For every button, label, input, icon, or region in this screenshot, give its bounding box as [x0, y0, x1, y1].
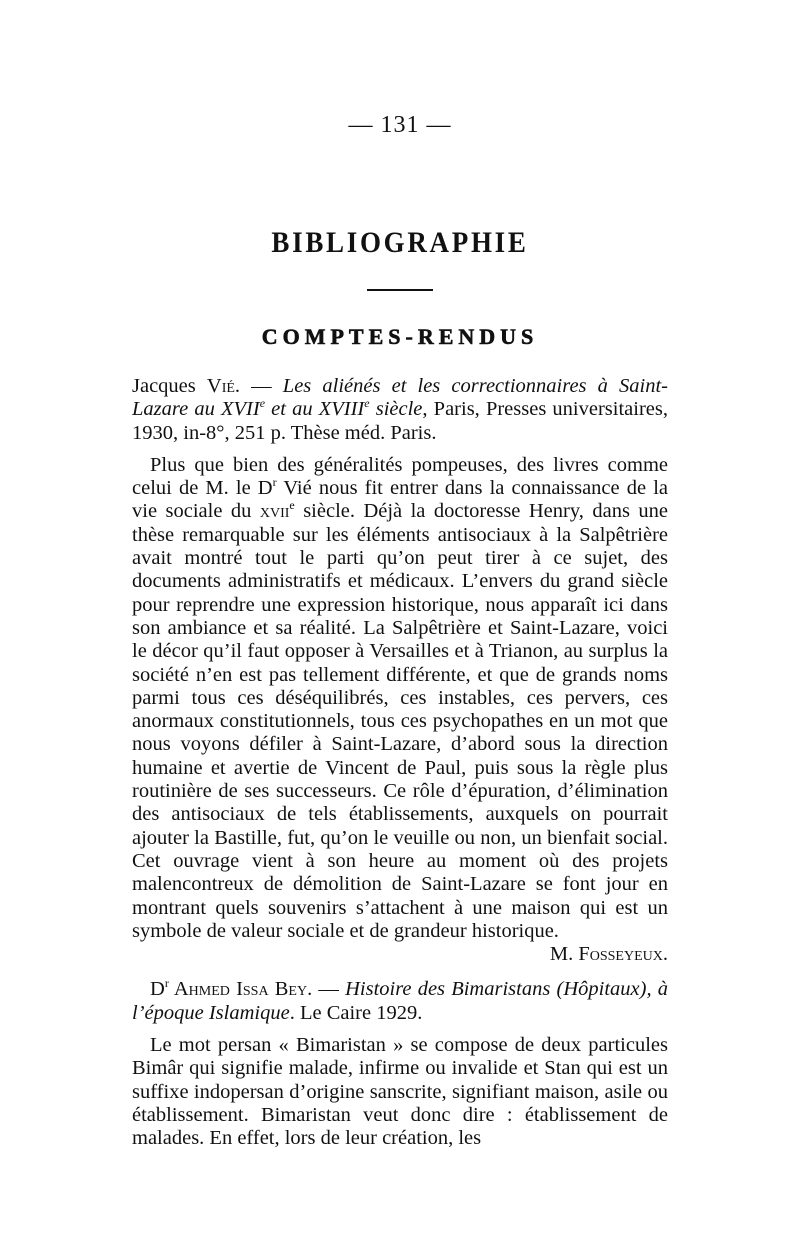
review-2-dash: . —	[307, 978, 346, 1001]
section-subtitle: COMPTES-RENDUS	[261, 324, 539, 349]
review-2-paragraph: Le mot persan « Bimaristan » se compose de deux particules Bimâr qui signifie malade, infirme ou invalide et Stan qui est un suffixe indopersan d’origine sanscrite, signifiant maison, asile ou établissement. Bimaristan veut donc dire : établissement de malades. En effet, lors de leur création, les	[132, 1034, 668, 1150]
review-1-author-first: Jacques	[132, 375, 207, 397]
paragraph-text: Plus que bien des généralités pompeuses, des livres comme celui de M. le D	[132, 453, 668, 500]
book-title-part: et au XVIII	[265, 398, 365, 421]
review-1-citation	[132, 375, 668, 445]
review-1-pub-info: , Paris, Presses universitaires, 1930, in-8°, 251 p. Thèse méd. Paris.	[132, 398, 668, 444]
book-title-part: Les aliénés et les correctionnaires à Saint-Lazare au XVII	[132, 375, 668, 421]
review-2-pub-info: . Le Caire 1929.	[289, 1001, 423, 1024]
review-1-author-last: Vié	[206, 375, 235, 397]
review-2-citation	[132, 978, 668, 1025]
superscript: e	[364, 396, 370, 411]
superscript: r	[164, 976, 169, 991]
superscript: e	[289, 498, 295, 513]
review-2-author: Ahmed Issa Bey	[168, 978, 308, 1001]
superscript: e	[259, 396, 266, 411]
page-number: — 131 —	[348, 112, 452, 138]
paragraph-text: siècle. Déjà la doctoresse Henry, dans une thèse remarquable sur les éléments antisociaux à la Salpêtrière avait montré tout le parti qu’on peut tirer à ce sujet, des documents administratifs et médicaux. L’envers du grand siècle pour reprendre une expression historique, nous apparaît ici dans son ambiance et sa réalité. La Salpêtrière et Saint-Lazare, voici le décor qu’il faut opposer à Versailles et à Trianon, au surplus la société n’en est pas tellement différente, et que de grands noms parmi tous ces déséquilibrés, ces instables, ces pervers, ces anormaux constitutionnels, tous ces psychopathes en un mot que nous voyons défiler à Saint-Lazare, d’abord sous la direction humaine et avertie de Vincent de Paul, puis sous la règle plus routinière de ses successeurs. Ce rôle d’épuration, d’élimination des antisociaux de tels établissements, auxquels on pourrait ajouter la Bastille, fut, qu’on le veuille ou non, un bienfait social. Cet ouvrage vient à son heure au moment où des projets malencontreux de démolition de Saint-Lazare se font jour en montrant quels souvenirs s’attachent à une maison qui est un symbole de valeur sociale et de grandeur historique.	[132, 500, 668, 942]
page-title: BIBLIOGRAPHIE	[271, 226, 529, 259]
review-1-signature: M. Fosseyeux.	[549, 943, 668, 966]
century-numeral: xvii	[259, 500, 290, 523]
text-body	[132, 375, 668, 1151]
review-1-dash: . —	[234, 375, 283, 397]
superscript: r	[272, 475, 277, 490]
book-title-part: siècle	[369, 398, 423, 421]
review-1-paragraph	[132, 454, 668, 967]
paragraph-text: Vié nous fit entrer dans la connaissance de la vie sociale du	[132, 477, 668, 523]
review-2-book-title: Histoire des Bimaristans (Hôpitaux), à l’époque Islamique	[132, 978, 668, 1024]
title-divider	[367, 289, 433, 291]
author-prefix: D	[150, 978, 165, 1001]
